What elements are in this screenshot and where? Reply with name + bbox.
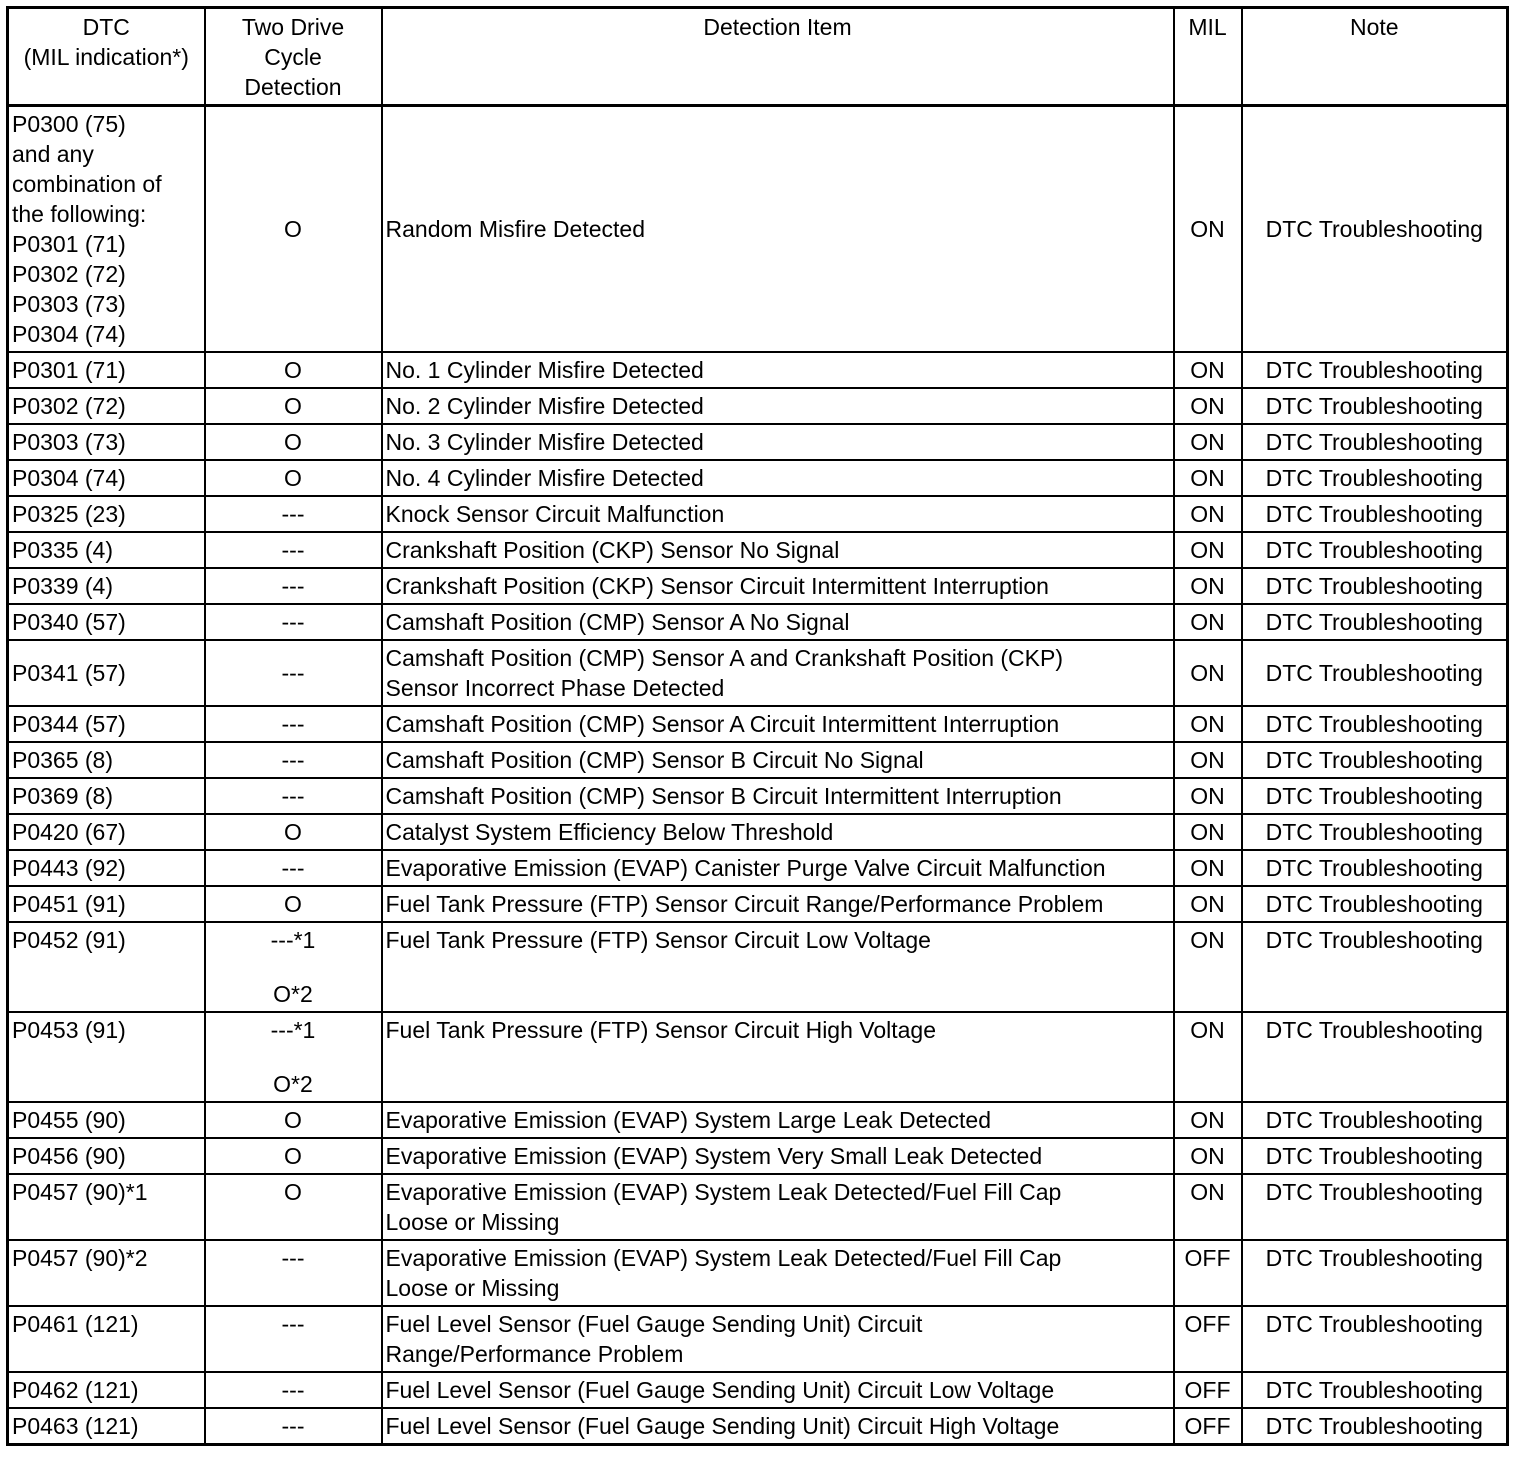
cell-note: DTC Troubleshooting xyxy=(1242,886,1508,922)
table-row xyxy=(8,640,1508,706)
cell-two-drive: O xyxy=(205,1138,382,1174)
cell-dtc: P0457 (90)*2 xyxy=(8,1240,205,1306)
table-row xyxy=(8,532,1508,568)
cell-detection-item: Fuel Level Sensor (Fuel Gauge Sending Unit) Circuit High Voltage xyxy=(382,1408,1174,1445)
cell-detection-item: Camshaft Position (CMP) Sensor B Circuit Intermittent Interruption xyxy=(382,778,1174,814)
cell-dtc: P0339 (4) xyxy=(8,568,205,604)
cell-two-drive: O xyxy=(205,388,382,424)
two-drive-value-b: O*2 xyxy=(273,1071,313,1097)
cell-dtc: P0461 (121) xyxy=(8,1306,205,1372)
cell-dtc: P0365 (8) xyxy=(8,742,205,778)
cell-dtc: P0453 (91) xyxy=(8,1012,205,1102)
cell-two-drive: --- xyxy=(205,640,382,706)
cell-detection-item: Fuel Tank Pressure (FTP) Sensor Circuit Low Voltage xyxy=(382,922,1174,1012)
cell-detection-item: Fuel Level Sensor (Fuel Gauge Sending Unit) Circuit Range/Performance Problem xyxy=(382,1306,1174,1372)
cell-mil: ON xyxy=(1174,922,1242,1012)
cell-mil: ON xyxy=(1174,352,1242,388)
cell-two-drive: O xyxy=(205,352,382,388)
cell-detection-item: Evaporative Emission (EVAP) System Leak Detected/Fuel Fill Cap Loose or Missing xyxy=(382,1240,1174,1306)
cell-dtc: P0325 (23) xyxy=(8,496,205,532)
cell-detection-item: Fuel Tank Pressure (FTP) Sensor Circuit Range/Performance Problem xyxy=(382,886,1174,922)
cell-dtc: P0369 (8) xyxy=(8,778,205,814)
cell-mil: OFF xyxy=(1174,1240,1242,1306)
cell-dtc: P0303 (73) xyxy=(8,424,205,460)
cell-note: DTC Troubleshooting xyxy=(1242,106,1508,353)
header-mil: MIL xyxy=(1174,8,1242,106)
cell-two-drive: --- xyxy=(205,1306,382,1372)
cell-note: DTC Troubleshooting xyxy=(1242,1306,1508,1372)
cell-dtc: P0344 (57) xyxy=(8,706,205,742)
cell-two-drive: --- xyxy=(205,1408,382,1445)
cell-dtc: P0457 (90)*1 xyxy=(8,1174,205,1240)
cell-detection-item: No. 4 Cylinder Misfire Detected xyxy=(382,460,1174,496)
header-two-drive-cycle: Two Drive Cycle Detection xyxy=(205,8,382,106)
cell-detection-item: Camshaft Position (CMP) Sensor A and Crankshaft Position (CKP) Sensor Incorrect Phase Detected xyxy=(382,640,1174,706)
cell-note: DTC Troubleshooting xyxy=(1242,352,1508,388)
spacer xyxy=(209,955,378,979)
cell-note: DTC Troubleshooting xyxy=(1242,814,1508,850)
cell-note: DTC Troubleshooting xyxy=(1242,640,1508,706)
cell-mil: ON xyxy=(1174,742,1242,778)
cell-note: DTC Troubleshooting xyxy=(1242,1408,1508,1445)
cell-two-drive: --- xyxy=(205,850,382,886)
cell-note: DTC Troubleshooting xyxy=(1242,1102,1508,1138)
cell-mil: ON xyxy=(1174,1174,1242,1240)
table-row xyxy=(8,922,1508,1012)
cell-two-drive: --- xyxy=(205,1240,382,1306)
cell-detection-item: Crankshaft Position (CKP) Sensor Circuit Intermittent Interruption xyxy=(382,568,1174,604)
cell-note: DTC Troubleshooting xyxy=(1242,922,1508,1012)
cell-mil: ON xyxy=(1174,106,1242,353)
table-row xyxy=(8,850,1508,886)
cell-note: DTC Troubleshooting xyxy=(1242,1012,1508,1102)
table-row xyxy=(8,1240,1508,1306)
cell-two-drive: O xyxy=(205,1174,382,1240)
cell-detection-item: Knock Sensor Circuit Malfunction xyxy=(382,496,1174,532)
cell-detection-item: Camshaft Position (CMP) Sensor B Circuit No Signal xyxy=(382,742,1174,778)
cell-mil: OFF xyxy=(1174,1372,1242,1408)
cell-note: DTC Troubleshooting xyxy=(1242,850,1508,886)
header-dtc: DTC (MIL indication*) xyxy=(8,8,205,106)
cell-detection-item: Evaporative Emission (EVAP) System Leak Detected/Fuel Fill Cap Loose or Missing xyxy=(382,1174,1174,1240)
cell-dtc: P0300 (75) and any combination of the following: P0301 (71) P0302 (72) P0303 (73) P0304 (74) xyxy=(8,106,205,353)
cell-mil: ON xyxy=(1174,424,1242,460)
table-row xyxy=(8,568,1508,604)
table-row xyxy=(8,352,1508,388)
cell-two-drive: --- xyxy=(205,496,382,532)
cell-detection-item: Camshaft Position (CMP) Sensor A Circuit Intermittent Interruption xyxy=(382,706,1174,742)
table-row xyxy=(8,778,1508,814)
cell-note: DTC Troubleshooting xyxy=(1242,742,1508,778)
cell-detection-item: Evaporative Emission (EVAP) System Very Small Leak Detected xyxy=(382,1138,1174,1174)
header-note: Note xyxy=(1242,8,1508,106)
table-row xyxy=(8,1372,1508,1408)
table-header-row xyxy=(8,8,1508,106)
cell-detection-item: Catalyst System Efficiency Below Threshold xyxy=(382,814,1174,850)
cell-two-drive: --- xyxy=(205,604,382,640)
spacer xyxy=(209,1045,378,1069)
cell-two-drive: O xyxy=(205,886,382,922)
cell-two-drive: O xyxy=(205,1102,382,1138)
cell-note: DTC Troubleshooting xyxy=(1242,1174,1508,1240)
cell-dtc: P0301 (71) xyxy=(8,352,205,388)
cell-dtc: P0335 (4) xyxy=(8,532,205,568)
cell-note: DTC Troubleshooting xyxy=(1242,1372,1508,1408)
cell-mil: ON xyxy=(1174,1138,1242,1174)
cell-mil: ON xyxy=(1174,886,1242,922)
cell-two-drive xyxy=(205,922,382,1012)
cell-mil: ON xyxy=(1174,706,1242,742)
cell-detection-item: Random Misfire Detected xyxy=(382,106,1174,353)
cell-note: DTC Troubleshooting xyxy=(1242,424,1508,460)
cell-detection-item: Crankshaft Position (CKP) Sensor No Signal xyxy=(382,532,1174,568)
cell-dtc: P0304 (74) xyxy=(8,460,205,496)
header-detection-item: Detection Item xyxy=(382,8,1174,106)
cell-dtc: P0341 (57) xyxy=(8,640,205,706)
cell-note: DTC Troubleshooting xyxy=(1242,778,1508,814)
cell-detection-item: No. 1 Cylinder Misfire Detected xyxy=(382,352,1174,388)
cell-mil: ON xyxy=(1174,1012,1242,1102)
cell-dtc: P0443 (92) xyxy=(8,850,205,886)
cell-note: DTC Troubleshooting xyxy=(1242,568,1508,604)
table-row xyxy=(8,1012,1508,1102)
cell-mil: ON xyxy=(1174,532,1242,568)
cell-detection-item: Camshaft Position (CMP) Sensor A No Signal xyxy=(382,604,1174,640)
two-drive-value-a: ---*1 xyxy=(270,1017,316,1043)
dtc-table-container xyxy=(6,6,1509,1446)
table-row xyxy=(8,814,1508,850)
cell-mil: OFF xyxy=(1174,1408,1242,1445)
cell-two-drive: O xyxy=(205,460,382,496)
table-row xyxy=(8,496,1508,532)
cell-dtc: P0302 (72) xyxy=(8,388,205,424)
cell-two-drive: --- xyxy=(205,778,382,814)
cell-two-drive: --- xyxy=(205,1372,382,1408)
cell-dtc: P0420 (67) xyxy=(8,814,205,850)
two-drive-value-a: ---*1 xyxy=(270,927,316,953)
table-row xyxy=(8,388,1508,424)
cell-detection-item: No. 3 Cylinder Misfire Detected xyxy=(382,424,1174,460)
cell-detection-item: Fuel Tank Pressure (FTP) Sensor Circuit High Voltage xyxy=(382,1012,1174,1102)
table-row xyxy=(8,742,1508,778)
cell-dtc: P0463 (121) xyxy=(8,1408,205,1445)
table-row xyxy=(8,1306,1508,1372)
cell-mil: ON xyxy=(1174,640,1242,706)
cell-dtc: P0451 (91) xyxy=(8,886,205,922)
table-row xyxy=(8,886,1508,922)
cell-mil: ON xyxy=(1174,1102,1242,1138)
cell-note: DTC Troubleshooting xyxy=(1242,388,1508,424)
cell-mil: ON xyxy=(1174,778,1242,814)
two-drive-value-b: O*2 xyxy=(273,981,313,1007)
table-row xyxy=(8,424,1508,460)
cell-dtc: P0456 (90) xyxy=(8,1138,205,1174)
cell-note: DTC Troubleshooting xyxy=(1242,706,1508,742)
cell-mil: ON xyxy=(1174,496,1242,532)
cell-detection-item: Evaporative Emission (EVAP) System Large Leak Detected xyxy=(382,1102,1174,1138)
table-row xyxy=(8,106,1508,353)
cell-mil: ON xyxy=(1174,568,1242,604)
cell-detection-item: Fuel Level Sensor (Fuel Gauge Sending Unit) Circuit Low Voltage xyxy=(382,1372,1174,1408)
table-row xyxy=(8,1138,1508,1174)
cell-two-drive: --- xyxy=(205,568,382,604)
cell-dtc: P0462 (121) xyxy=(8,1372,205,1408)
table-row xyxy=(8,604,1508,640)
cell-mil: OFF xyxy=(1174,1306,1242,1372)
cell-mil: ON xyxy=(1174,604,1242,640)
cell-note: DTC Troubleshooting xyxy=(1242,1240,1508,1306)
cell-note: DTC Troubleshooting xyxy=(1242,460,1508,496)
table-row xyxy=(8,706,1508,742)
cell-detection-item: Evaporative Emission (EVAP) Canister Purge Valve Circuit Malfunction xyxy=(382,850,1174,886)
cell-mil: ON xyxy=(1174,460,1242,496)
cell-dtc: P0452 (91) xyxy=(8,922,205,1012)
cell-two-drive: --- xyxy=(205,532,382,568)
cell-two-drive: --- xyxy=(205,706,382,742)
table-row xyxy=(8,1174,1508,1240)
cell-note: DTC Troubleshooting xyxy=(1242,532,1508,568)
cell-two-drive: --- xyxy=(205,742,382,778)
cell-mil: ON xyxy=(1174,388,1242,424)
cell-mil: ON xyxy=(1174,814,1242,850)
table-row xyxy=(8,1102,1508,1138)
cell-note: DTC Troubleshooting xyxy=(1242,604,1508,640)
cell-two-drive: O xyxy=(205,106,382,353)
cell-dtc: P0455 (90) xyxy=(8,1102,205,1138)
cell-two-drive: O xyxy=(205,424,382,460)
dtc-table xyxy=(6,6,1509,1446)
cell-two-drive xyxy=(205,1012,382,1102)
cell-note: DTC Troubleshooting xyxy=(1242,1138,1508,1174)
table-row xyxy=(8,460,1508,496)
table-row xyxy=(8,1408,1508,1445)
cell-detection-item: No. 2 Cylinder Misfire Detected xyxy=(382,388,1174,424)
cell-two-drive: O xyxy=(205,814,382,850)
cell-note: DTC Troubleshooting xyxy=(1242,496,1508,532)
cell-mil: ON xyxy=(1174,850,1242,886)
cell-dtc: P0340 (57) xyxy=(8,604,205,640)
